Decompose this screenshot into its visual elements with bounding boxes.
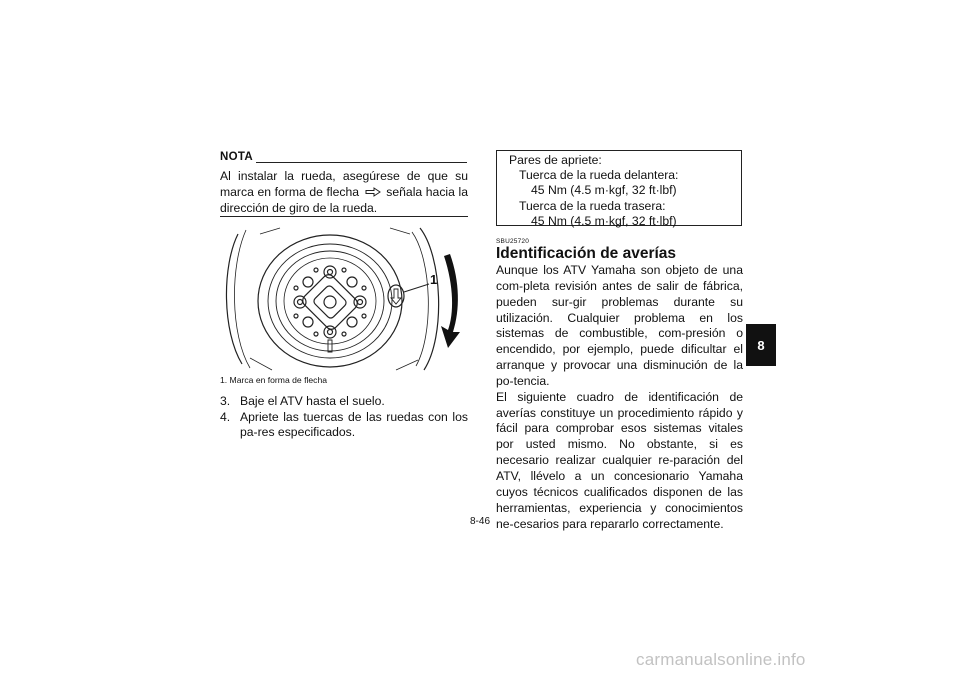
steps-list [220, 394, 468, 441]
section-heading: Identificación de averías [496, 245, 677, 262]
paragraph: El siguiente cuadro de identificación de averías constituye un procedimiento rápido y fácil para comprobar esos sistemas vitales por usted mismo. No obstante, si es necesario realizar cualquier re-paración del ATV, llévelo a un concesionario Yamaha cuyos técnicos cualificados disponen de las herramientas, experiencia y conocimientos ne-cesarios para repararlo correctamente. [496, 389, 743, 531]
list-item: 4. Apriete las tuercas de las ruedas con los pa-res especificados. [220, 409, 468, 440]
rotation-direction-arrow [441, 254, 460, 348]
spec-rear-label: Tuerca de la rueda trasera: [519, 198, 666, 213]
note-divider-bottom [220, 216, 468, 217]
spec-front-label: Tuerca de la rueda delantera: [519, 168, 679, 183]
lug-nuts [294, 266, 366, 338]
torque-spec-box [496, 150, 742, 226]
wheel-illustration [220, 226, 468, 372]
watermark: carmanualsonline.info [636, 650, 806, 669]
note-text-before: Al instalar la rueda, asegúrese de que su marca en forma de flecha [220, 169, 468, 200]
arrow-mark-icon [365, 187, 381, 197]
paragraph: Aunque los ATV Yamaha son objeto de una com-pleta revisión antes de salir de fábrica, pueden sur-gir problemas durante su utilización. Cualquier problema en los sistemas de combustible, com-presión o encendido, por ejemplo, puede dificultar el arranque y provocar una disminución de la po-tencia. [496, 263, 743, 388]
list-item: 3. Baje el ATV hasta el suelo. [220, 394, 385, 408]
section-body [496, 263, 743, 532]
hub [300, 272, 359, 331]
chapter-tab: 8 [746, 324, 776, 366]
figure-caption: 1. Marca en forma de flecha [220, 375, 327, 385]
spec-title: Pares de apriete: [509, 153, 602, 167]
note-title: NOTA [220, 151, 253, 163]
note-text-after: señala hacia la dirección de giro de la rueda. [220, 185, 468, 216]
rim-outer-ring [258, 235, 402, 367]
page-number: 8-46 [470, 516, 491, 527]
section-code: SBU25720 [496, 238, 530, 245]
spec-front-value: 45 Nm (4.5 m·kgf, 32 ft·lbf) [531, 183, 677, 198]
callout-number: 1 [430, 272, 438, 287]
note-text [220, 168, 468, 217]
spec-rear-value: 45 Nm (4.5 m·kgf, 32 ft·lbf) [531, 213, 677, 228]
note-divider-top [256, 162, 467, 163]
